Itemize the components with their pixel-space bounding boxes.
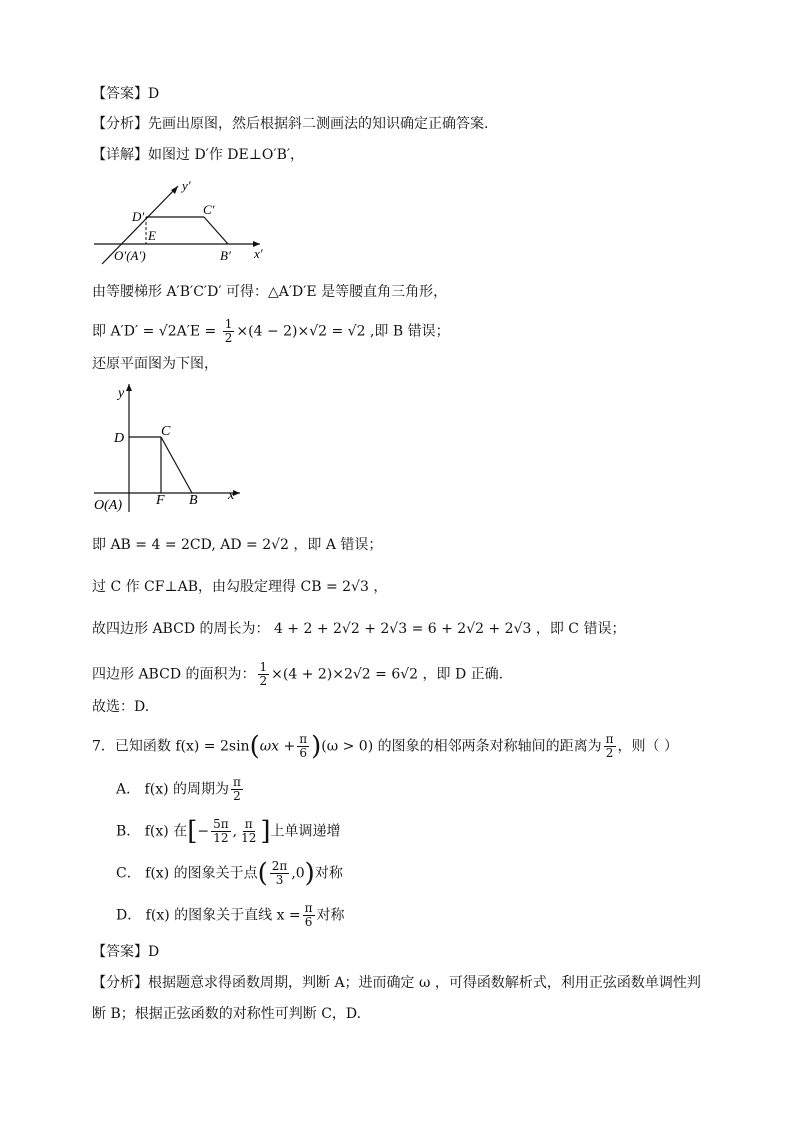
calc1-tail: ×(4 − 2)×√2 = √2 ,即 B 错误； xyxy=(236,323,450,340)
left-paren: ( xyxy=(257,858,268,889)
option-a xyxy=(116,776,245,803)
fig1-c-label: C′ xyxy=(203,202,215,217)
fraction-num: 1 xyxy=(224,317,233,331)
answer2-line xyxy=(92,942,159,962)
analysis-line xyxy=(92,114,488,134)
fraction-den: 6 xyxy=(299,746,307,760)
q7-part-d: ，则（ ） xyxy=(617,738,678,755)
left-paren: ( xyxy=(249,731,260,762)
detail-text: 如图过 D′作 DE⊥O′B′， xyxy=(148,147,305,163)
segment-cb-plane xyxy=(161,437,192,493)
fraction-num: 2π xyxy=(271,859,288,873)
fig2-o-label: O(A) xyxy=(94,498,122,513)
analysis2-tag: 【分析】 xyxy=(92,975,148,991)
answer2-tag: 【答案】 xyxy=(92,944,148,960)
fraction-pi-6 xyxy=(303,902,315,929)
fraction-num: 5π xyxy=(213,817,229,831)
area-text-b: ×(4 + 2)×2√2 = 6√2 ，即 D 正确. xyxy=(271,666,504,683)
right-paren: ) xyxy=(311,731,322,762)
oblique-figure xyxy=(92,176,272,268)
calc1-text: 即 A′D′ = √2A′E = xyxy=(92,323,221,340)
fraction-num: 1 xyxy=(259,660,268,674)
fraction-num: π xyxy=(605,732,614,746)
cf-line: 过 C 作 CF⊥AB，由勾股定理得 CB = 2√3 ， xyxy=(92,579,388,595)
option-b xyxy=(116,818,341,845)
fraction-den: 3 xyxy=(275,873,284,887)
segment-cb xyxy=(204,217,228,244)
q7-part-c: (ω > 0) 的图象的相邻两条对称轴间的距离为 xyxy=(321,738,602,755)
detail-line xyxy=(92,145,304,165)
answer-value: D xyxy=(148,86,160,102)
fraction-num: π xyxy=(304,901,313,915)
option-d xyxy=(116,902,345,929)
fig1-x-label: x′ xyxy=(254,246,263,261)
answer2-value: D xyxy=(148,944,160,960)
question-7-stem xyxy=(92,733,678,760)
fraction-den: 2 xyxy=(259,674,268,688)
fraction-den: 12 xyxy=(241,831,257,845)
option-d-tail: 对称 xyxy=(316,907,345,924)
fraction-den: 2 xyxy=(224,331,233,345)
point-zero: ,0 xyxy=(291,865,305,882)
fraction-2pi-3 xyxy=(270,860,290,887)
perimeter-line: 故四边形 ABCD 的周长为： 4 + 2 + 2√2 + 2√3 = 6 + 2√2 + 2√3 ，即 C 错误； xyxy=(92,621,626,637)
option-b-minus: − xyxy=(197,823,210,840)
fig2-x-label: x xyxy=(228,488,235,503)
fraction-den: 12 xyxy=(213,831,229,845)
left-bracket: [ xyxy=(187,816,198,847)
fig1-d-label: D′ xyxy=(132,209,145,224)
answer-line xyxy=(92,84,159,104)
fraction-den: 2 xyxy=(233,789,241,803)
option-c-tail: 对称 xyxy=(314,865,343,882)
fraction-den: 2 xyxy=(605,746,614,760)
fig1-y-label: y′ xyxy=(182,178,191,193)
q7-part-b: ωx + xyxy=(259,738,296,755)
fig2-c-label: C xyxy=(161,424,171,439)
fig2-b-label: B xyxy=(189,493,198,508)
right-paren: ) xyxy=(304,858,315,889)
fig2-y-label: y xyxy=(118,386,125,401)
area-line xyxy=(92,661,503,688)
fraction-num: π xyxy=(233,775,241,789)
fig1-b-label: B′ xyxy=(220,248,231,263)
fig1-o-label: O′(A′) xyxy=(114,248,146,263)
q7-part-a: 7．已知函数 f(x) = 2sin xyxy=(92,738,250,755)
option-c-text: C． f(x) 的图象关于点 xyxy=(116,865,258,882)
comma: , xyxy=(232,823,238,840)
isosceles-line: 由等腰梯形 A′B′C′D′ 可得：△A′D′E 是等腰直角三角形， xyxy=(92,284,448,300)
fraction-pi-12 xyxy=(239,818,258,845)
fig2-f-label: F xyxy=(156,493,165,508)
option-d-text: D． f(x) 的图象关于直线 x = xyxy=(116,907,301,924)
fraction-pi-2 xyxy=(604,733,616,760)
analysis-text: 先画出原图，然后根据斜二测画法的知识确定正确答案. xyxy=(148,116,489,132)
option-b-tail: 上单调递增 xyxy=(270,823,341,840)
fraction-half-2 xyxy=(258,661,270,688)
fraction-den: 6 xyxy=(304,915,313,929)
choose-line: 故选：D. xyxy=(92,699,150,715)
fraction-pi-6 xyxy=(297,733,309,760)
y-axis-arrow xyxy=(126,384,132,391)
ab-line: 即 AB = 4 = 2CD, AD = 2√2 ，即 A 错误； xyxy=(92,537,383,553)
fraction-5pi-12 xyxy=(211,818,231,845)
analysis-tag: 【分析】 xyxy=(92,116,148,132)
fraction-num: π xyxy=(244,817,253,831)
detail-tag: 【详解】 xyxy=(92,147,148,163)
analysis2-line xyxy=(92,973,701,993)
fraction-pi-2 xyxy=(231,776,243,803)
analysis2-line-2: 断 B；根据正弦函数的对称性可判断 C，D. xyxy=(92,1006,362,1022)
fraction-num: π xyxy=(299,732,308,746)
area-text-a: 四边形 ABCD 的面积为： xyxy=(92,666,256,683)
answer-tag: 【答案】 xyxy=(92,86,148,102)
fig1-e-label: E xyxy=(148,228,156,243)
calc1-line xyxy=(92,318,450,345)
fraction-half xyxy=(223,318,235,345)
right-bracket: ] xyxy=(260,816,271,847)
option-b-text: B． f(x) 在 xyxy=(116,823,188,840)
option-a-text: A． f(x) 的周期为 xyxy=(116,781,230,798)
restore-line: 还原平面图为下图， xyxy=(92,356,218,372)
analysis2-text: 根据题意求得函数周期，判断 A；进而确定 ω ，可得函数解析式，利用正弦函数单调性判 xyxy=(148,975,701,991)
planar-figure xyxy=(92,380,252,514)
option-c xyxy=(116,860,343,887)
fig2-d-label: D xyxy=(114,431,125,446)
